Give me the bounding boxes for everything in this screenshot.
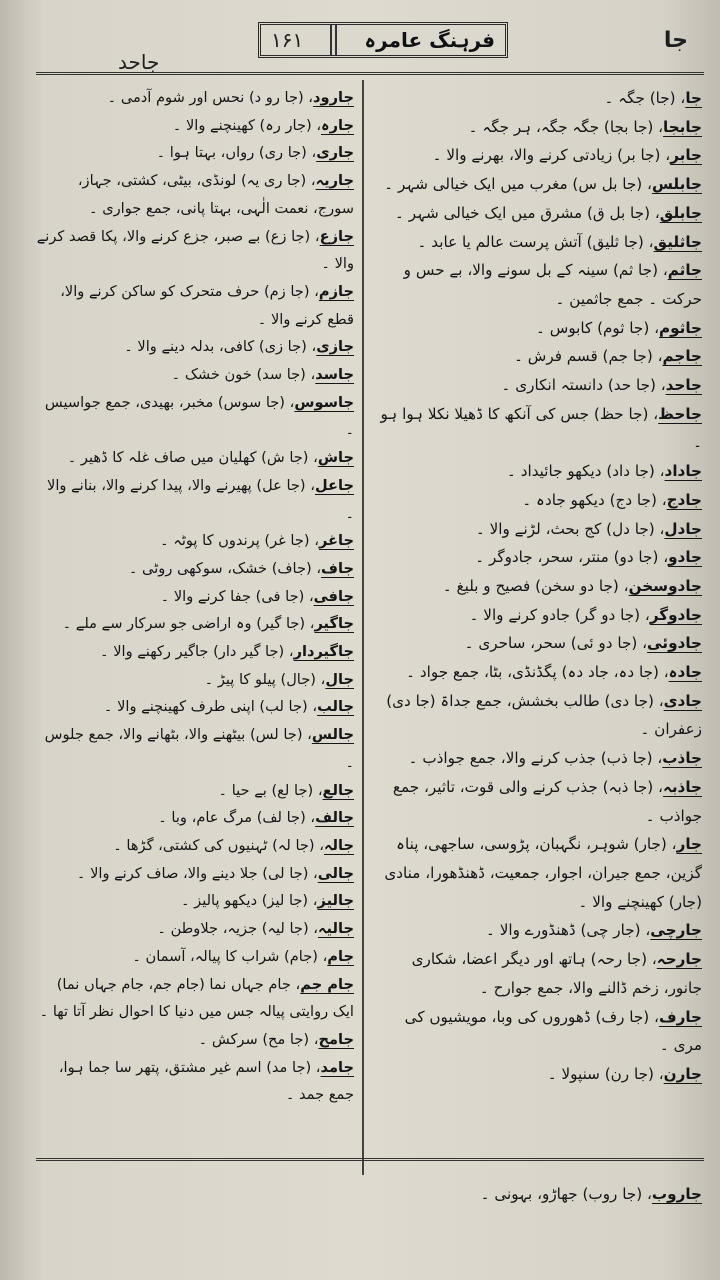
dictionary-entry: جام جم، جام جہاں نما (جام جم، جام جہاں نما) ایک روایتی پیالہ جس میں دنیا کا احوال نظر آتا تھا ۔	[39, 975, 354, 1021]
entry-headword: جازع	[319, 227, 354, 245]
entry-headword: جادوسخن	[628, 576, 702, 595]
dictionary-entry: جارود، (جا رو د) نحس اور شوم آدمی ۔	[107, 89, 354, 106]
entry-headword: جابلس	[651, 175, 702, 194]
entry-headword: جابر	[670, 146, 702, 165]
dictionary-entry: جابلق، (جا بل ق) مشرق میں ایک خیالی شہر ۔	[395, 203, 702, 222]
book-title: فرہنگ عامرہ	[364, 28, 495, 52]
entry-headword: جاثلیق	[653, 232, 702, 251]
dictionary-entry: جاگیر، (جا گیر) وہ اراضی جو سرکار سے ملے ۔	[62, 615, 354, 633]
entry-definition: (جا حد) دانستہ انکاری ۔	[501, 376, 656, 395]
entry-definition: جام جہاں نما (جام جم، جام جہاں نما) ایک روایتی پیالہ جس میں دنیا کا احوال نظر آتا تھا ۔	[39, 975, 354, 1021]
dictionary-entry: جاذب، (جا ذب) جذب کرنے والا، جمع جواذب ۔	[408, 749, 702, 768]
entry-headword: جادہ	[668, 663, 702, 682]
entry-headword: جاحظ	[658, 404, 702, 423]
entry-definition: (جا دہ، جاد دہ) پگڈنڈی، بٹا، جمع جواد ۔	[406, 663, 659, 682]
dictionary-entry: جار، (جار) شوہر، نگہبان، پڑوسی، ساجھی، پناہ گزین، جمع جیران، اجوار، جمعیت، ڈھنڈھورا، منادی (جار) کھینچنے والا ۔	[384, 835, 702, 911]
dictionary-entry: جادوئی، (جا دو ئی) سحر، ساحری ۔	[464, 634, 702, 653]
entry-definition: (جار رہ) کھینچنے والا ۔	[172, 116, 312, 134]
entry-headword: جارف	[658, 1007, 702, 1026]
entry-definition: (جال) پیلو کا پیڑ ۔	[204, 670, 316, 688]
dictionary-entry: جارحہ، (جا رحہ) ہاتھ اور دیگر اعضا، شکاری جانور، زخم ڈالنے والا، جمع جوارح ۔	[411, 950, 702, 997]
dictionary-entry: جارن، (جا رن) سنپولا ۔	[547, 1064, 702, 1083]
dictionary-entry: جا، (جا) جگہ ۔	[604, 89, 702, 107]
entry-headword: جاغر	[318, 532, 354, 550]
entry-headword: جالیز	[317, 892, 354, 910]
entry-headword: جافی	[313, 587, 354, 605]
entry-definition: (جا لب) اپنی طرف کھینچنے والا ۔	[103, 698, 308, 716]
entry-headword: جاف	[321, 559, 354, 577]
dictionary-entry: جازم، (جا زم) حرف متحرک کو ساکن کرنے والا، قطع کرنے والا ۔	[60, 282, 354, 328]
guide-word-right: جا	[663, 28, 688, 53]
dictionary-entry: جالف، (جا لف) مرگ عام، وبا ۔	[158, 809, 354, 827]
entry-headword: جام	[327, 947, 354, 965]
entry-headword: جالہ	[323, 836, 354, 854]
entry-definition: (جا روب) جھاڑو، بہونی ۔	[480, 1185, 643, 1203]
entry-headword: جاگیردار	[293, 643, 354, 661]
dictionary-entry: جادوسخن، (جا دو سخن) فصیح و بلیغ ۔	[442, 576, 702, 595]
entry-headword: جاگیر	[314, 615, 354, 633]
dictionary-entry: جاثوم، (جا ثوم) کابوس ۔	[536, 318, 702, 337]
entry-definition: (جام) شراب کا پیالہ، آسمان ۔	[132, 947, 318, 965]
dictionary-entry: جاحد، (جا حد) دانستہ انکاری ۔	[501, 376, 702, 395]
entry-definition: (جا گیر دار) جاگیر رکھنے والا ۔	[100, 643, 285, 661]
entry-headword: جادوگر	[649, 605, 702, 624]
dictionary-entry: جارہ، (جار رہ) کھینچنے والا ۔	[172, 116, 354, 134]
entry-definition: (جا زم) حرف متحرک کو ساکن کرنے والا، قطع کرنے والا ۔	[60, 282, 354, 328]
entry-headword: جادج	[666, 490, 702, 509]
dictionary-entry: جادو، (جا دو) منتر، سحر، جادوگر ۔	[475, 548, 702, 567]
dictionary-entry: جالس، (جا لس) بیٹھنے والا، بٹھانے والا، جمع جلوس ۔	[44, 726, 354, 771]
left-column	[36, 84, 354, 1109]
dictionary-entry: جاغر، (جا غر) پرندوں کا پوٹہ ۔	[160, 532, 354, 550]
entry-headword: جال	[325, 670, 354, 688]
footer-rule	[36, 1158, 704, 1161]
entry-definition: (جا فی) جفا کرنے والا ۔	[160, 587, 305, 605]
entry-definition: (جا زع) بے صبر، جزع کرنے والا، پکا قصد کرنے والا ۔	[36, 227, 354, 273]
entry-definition: (جا لیہ) جزیہ، جلاوطن ۔	[157, 920, 309, 938]
entry-definition: (جا دو) منتر، سحر، جادوگر ۔	[475, 548, 659, 567]
title-divider	[330, 25, 337, 55]
entry-definition: (جا لیز) دیکھو پالیز ۔	[180, 892, 309, 910]
guide-word-left: جاحد	[118, 50, 160, 74]
dictionary-entry: جاذبہ، (جا ذبہ) جذب کرنے والی قوت، تاثیر، جمع جواذب ۔	[392, 777, 702, 825]
entry-headword: جالیہ	[318, 920, 354, 938]
entry-headword: جادل	[664, 519, 702, 538]
entry-headword: جاحد	[665, 376, 702, 395]
entry-definition: (جا گیر) وہ اراضی جو سرکار سے ملے ۔	[62, 615, 306, 633]
entry-headword: جاش	[317, 449, 354, 467]
entry-headword: جادو	[668, 548, 702, 567]
entry-headword: جابلق	[659, 203, 702, 222]
dictionary-entry: جالب، (جا لب) اپنی طرف کھینچنے والا ۔	[103, 698, 354, 716]
dictionary-entry: جادج، (جا دج) دیکھو جادہ ۔	[522, 490, 702, 509]
entry-definition: (جاف) خشک، سوکھی روٹی ۔	[128, 559, 312, 577]
entry-headword: جاذب	[662, 749, 702, 768]
dictionary-entry: جابلس، (جا بل س) مغرب میں ایک خیالی شہر ۔	[384, 175, 702, 194]
entry-headword: جاذبہ	[662, 777, 702, 796]
dictionary-entry: جادی، (جا دی) طالب بخشش، جمع جداۃ (جا دی) زعفران ۔	[386, 691, 702, 739]
entry-headword: جالع	[322, 781, 354, 799]
entry-definition: (جا ثم) سینہ کے بل سونے والا، بے حس و حرکت ۔ جمع جاثمین ۔	[403, 261, 702, 308]
header-rule	[36, 72, 704, 75]
entry-headword: جادوئی	[647, 634, 702, 653]
entry-definition: (جا جم) قسم فرش ۔	[514, 347, 653, 366]
dictionary-entry: جابر، (جا بر) زیادتی کرنے والا، بھرنے والا ۔	[432, 146, 702, 165]
entry-definition: (جا بل ق) مشرق میں ایک خیالی شہر ۔	[395, 203, 651, 222]
entry-definition: (جا) جگہ ۔	[604, 89, 676, 107]
dictionary-entry: جالیہ، (جا لیہ) جزیہ، جلاوطن ۔	[157, 920, 354, 938]
dictionary-entry: جاعل، (جا عل) پھیرنے والا، پیدا کرنے والا، بنانے والا ۔	[47, 476, 354, 522]
entry-definition: (جا دو ئی) سحر، ساحری ۔	[464, 634, 638, 653]
dictionary-entry: جاسوس، (جا سوس) مخبر، بھیدی، جمع جواسیس ۔	[44, 393, 354, 439]
entry-headword: جابجا	[663, 117, 702, 136]
dictionary-entry: جامد، (جا مد) اسم غیر مشتق، پتھر سا جما ہوا، جمع جمد ۔	[58, 1058, 354, 1104]
dictionary-entry: جامح، (جا مح) سرکش ۔	[198, 1030, 354, 1048]
dictionary-entry: جالہ، (جا لہ) ٹہنیوں کی کشتی، گڑھا ۔	[113, 836, 354, 854]
dictionary-entry: جادوگر، (جا دو گر) جادو کرنے والا ۔	[469, 605, 702, 624]
page-number: ۱۶۱	[271, 28, 304, 52]
entry-headword: جالف	[315, 809, 354, 827]
dictionary-entry: جاسد، (جا سد) خون خشک ۔	[171, 366, 354, 384]
page-header	[38, 22, 698, 72]
column-divider	[362, 80, 364, 1175]
dictionary-entry: جارف، (جا رف) ڈھوروں کی وبا، مویشیوں کی مری ۔	[404, 1007, 702, 1055]
entry-definition: (جا لہ) ٹہنیوں کی کشتی، گڑھا ۔	[113, 836, 315, 854]
entry-definition: (جا دل) کج بحث، لڑنے والا ۔	[475, 519, 655, 538]
dictionary-entry: جاداد، (جا داد) دیکھو جائیداد ۔	[506, 462, 702, 481]
dictionary-entry: جاحظ، (جا حظ) جس کی آنکھ کا ڈھیلا نکلا ہوا ہو ۔	[380, 404, 702, 452]
dictionary-entry: جام، (جام) شراب کا پیالہ، آسمان ۔	[132, 947, 354, 965]
entry-definition: (جا دی) طالب بخشش، جمع جداۃ (جا دی) زعفران ۔	[386, 691, 702, 739]
entry-headword: جاداد	[664, 462, 702, 481]
title-box	[258, 22, 508, 58]
entry-headword: جار	[676, 835, 702, 854]
entry-headword: جارود	[313, 89, 354, 106]
dictionary-entry: جابجا، (جا بجا) جگہ جگہ، ہر جگہ ۔	[468, 117, 702, 136]
entry-headword: جازی	[316, 338, 354, 356]
dictionary-entry: جاثم، (جا ثم) سینہ کے بل سونے والا، بے حس و حرکت ۔ جمع جاثمین ۔	[403, 261, 702, 308]
entry-headword: جاعل	[315, 476, 354, 494]
right-column-tail-entry: جاروب، (جا روب) جھاڑو، بہونی ۔	[480, 1185, 702, 1203]
entry-headword: جالس	[311, 726, 354, 744]
entry-definition: (جا ثوم) کابوس ۔	[536, 318, 650, 337]
entry-definition: (جا داد) دیکھو جائیداد ۔	[506, 462, 655, 481]
entry-definition: (جا دج) دیکھو جادہ ۔	[522, 490, 657, 509]
dictionary-entry: جاش، (جا ش) کھلیان میں صاف غلہ کا ڈھیر ۔	[67, 449, 354, 467]
entry-headword: جادی	[663, 691, 702, 710]
entry-definition: (جا بجا) جگہ جگہ، ہر جگہ ۔	[468, 117, 654, 136]
entry-definition: (جار چی) ڈھنڈورے والا ۔	[485, 921, 641, 940]
entry-headword: جاثم	[667, 261, 702, 280]
entry-headword: جارحہ	[656, 950, 702, 969]
dictionary-entry: جالیز، (جا لیز) دیکھو پالیز ۔	[180, 892, 354, 910]
entry-definition: (جا بر) زیادتی کرنے والا، بھرنے والا ۔	[432, 146, 661, 165]
entry-definition: (جا مد) اسم غیر مشتق، پتھر سا جما ہوا، جمع جمد ۔	[58, 1058, 354, 1104]
entry-definition: (جا ری) رواں، بہتا ہوا ۔	[156, 144, 307, 162]
dictionary-entry: جاجم، (جا جم) قسم فرش ۔	[514, 347, 702, 366]
entry-headword: جازم	[318, 282, 354, 300]
entry-definition: (جا رو د) نحس اور شوم آدمی ۔	[107, 89, 304, 106]
right-column	[372, 84, 702, 1089]
dictionary-entry: جازی، (جا زی) کافی، بدلہ دینے والا ۔	[124, 338, 354, 356]
entry-definition: (جا ش) کھلیان میں صاف غلہ کا ڈھیر ۔	[67, 449, 309, 467]
entry-headword: جاسوس	[294, 393, 354, 411]
entry-definition: (جا مح) سرکش ۔	[198, 1030, 310, 1048]
dictionary-entry: جاری، (جا ری) رواں، بہتا ہوا ۔	[156, 144, 354, 162]
entry-definition: (جار) شوہر، نگہبان، پڑوسی، ساجھی، پناہ گزین، جمع جیران، اجوار، جمعیت، ڈھنڈھورا، منادی (جار) کھینچنے والا ۔	[384, 835, 702, 911]
dictionary-entry: جادل، (جا دل) کج بحث، لڑنے والا ۔	[475, 519, 702, 538]
entry-headword: جامح	[318, 1030, 354, 1048]
entry-definition: (جا سوس) مخبر، بھیدی، جمع جواسیس ۔	[44, 393, 354, 439]
entry-definition: (جا ثلیق) آتش پرست عالم یا عابد ۔	[417, 232, 644, 251]
entry-definition: (جا لی) جلا دینے والا، صاف کرنے والا ۔	[76, 864, 309, 882]
entry-definition: (جا دو گر) جادو کرنے والا ۔	[469, 605, 641, 624]
entry-headword: جامد	[320, 1058, 354, 1076]
dictionary-entry: جازع، (جا زع) بے صبر، جزع کرنے والا، پکا قصد کرنے والا ۔	[36, 227, 354, 273]
entry-headword: جاثوم	[658, 318, 702, 337]
entry-headword: جالی	[317, 864, 354, 882]
dictionary-entry: جادہ، (جا دہ، جاد دہ) پگڈنڈی، بٹا، جمع جواد ۔	[406, 663, 702, 682]
entry-headword: جاسد	[315, 366, 354, 384]
entry-headword: جاجم	[662, 347, 702, 366]
entry-definition: (جا رف) ڈھوروں کی وبا، مویشیوں کی مری ۔	[404, 1007, 702, 1055]
dictionary-entry: جاثلیق، (جا ثلیق) آتش پرست عالم یا عابد ۔	[417, 232, 702, 251]
entry-headword: جا	[685, 89, 702, 107]
entry-definition: (جا لس) بیٹھنے والا، بٹھانے والا، جمع جلوس ۔	[44, 726, 354, 771]
dictionary-entry: جال، (جال) پیلو کا پیڑ ۔	[204, 670, 354, 688]
dictionary-entry: جالی، (جا لی) جلا دینے والا، صاف کرنے والا ۔	[76, 864, 354, 882]
entry-definition: (جا ذب) جذب کرنے والا، جمع جواذب ۔	[408, 749, 653, 768]
entry-headword: جارہ	[321, 116, 354, 134]
entry-headword: جارن	[663, 1064, 702, 1083]
entry-headword: جاری	[316, 144, 354, 162]
dictionary-entry: جاریہ، (جا ری یہ) لونڈی، بیٹی، کشتی، جہاز، سورج، نعمت الٰہی، بہتا پانی، جمع جواری ۔	[77, 172, 354, 217]
entry-definition: (جا بل س) مغرب میں ایک خیالی شہر ۔	[384, 175, 643, 194]
entry-definition: (جا ذبہ) جذب کرنے والی قوت، تاثیر، جمع جواذب ۔	[392, 777, 702, 825]
entry-definition: (جا لع) بے حیا ۔	[218, 781, 314, 799]
entry-headword: جام جم	[300, 975, 354, 993]
entry-definition: (جا عل) پھیرنے والا، پیدا کرنے والا، بنانے والا ۔	[47, 476, 354, 522]
dictionary-entry: جاگیردار، (جا گیر دار) جاگیر رکھنے والا ۔	[100, 643, 354, 661]
entry-definition: (جا رحہ) ہاتھ اور دیگر اعضا، شکاری جانور، زخم ڈالنے والا، جمع جوارح ۔	[411, 950, 702, 997]
entry-definition: (جا غر) پرندوں کا پوٹہ ۔	[160, 532, 310, 550]
entry-definition: (جا سد) خون خشک ۔	[171, 366, 306, 384]
entry-definition: (جا لف) مرگ عام، وبا ۔	[158, 809, 306, 827]
dictionary-entry: جالع، (جا لع) بے حیا ۔	[218, 781, 354, 799]
entry-definition: (جا دو سخن) فصیح و بلیغ ۔	[442, 576, 619, 595]
entry-definition: (جا زی) کافی، بدلہ دینے والا ۔	[124, 338, 307, 356]
entry-definition: (جا ری یہ) لونڈی، بیٹی، کشتی، جہاز، سورج، نعمت الٰہی، بہتا پانی، جمع جواری ۔	[77, 172, 354, 217]
dictionary-entry: جاف، (جاف) خشک، سوکھی روٹی ۔	[128, 559, 354, 577]
dictionary-entry: جارچی، (جار چی) ڈھنڈورے والا ۔	[485, 921, 702, 940]
dictionary-entry: جافی، (جا فی) جفا کرنے والا ۔	[160, 587, 354, 605]
entry-definition: (جا رن) سنپولا ۔	[547, 1064, 654, 1083]
entry-headword: جالب	[317, 698, 354, 716]
entry-headword: جاروب	[651, 1185, 702, 1203]
entry-headword: جاریہ	[315, 172, 354, 190]
entry-headword: جارچی	[650, 921, 702, 940]
entry-definition: (جا حظ) جس کی آنکھ کا ڈھیلا نکلا ہوا ہو ۔	[380, 404, 702, 452]
